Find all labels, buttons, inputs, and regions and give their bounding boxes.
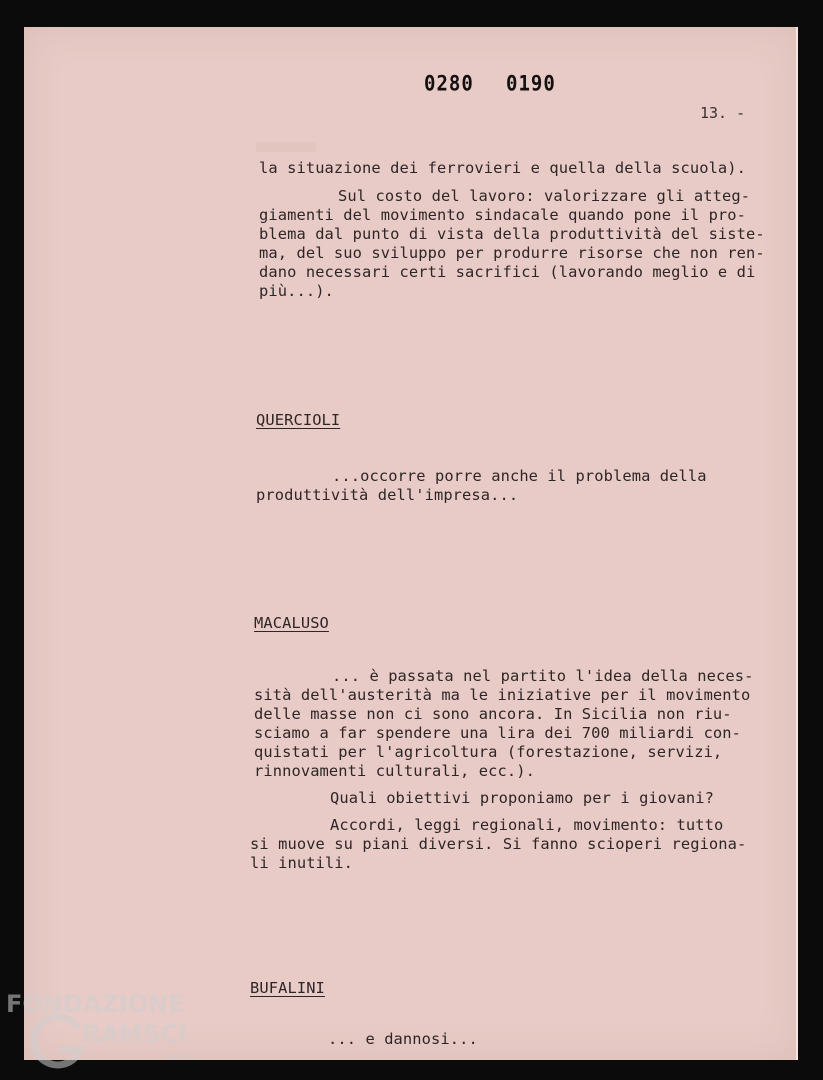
text-line: ... è passata nel partito l'idea della neces- — [332, 667, 754, 685]
text-line: sciamo a far spendere una lira dei 700 miliardi con- — [254, 724, 742, 742]
show-through-mark — [256, 142, 316, 152]
document-code-right: 0190 — [506, 71, 556, 97]
gramsci-g-logo-icon — [30, 1010, 86, 1072]
text-line: Accordi, leggi regionali, movimento: tutto — [330, 816, 724, 834]
text-line: ... e dannosi... — [328, 1030, 478, 1048]
speaker-name: BUFALINI — [250, 979, 325, 997]
text-line: ...occorre porre anche il problema della — [332, 467, 707, 485]
text-line: delle masse non ci sono ancora. In Sicilia non riu- — [254, 705, 732, 723]
document-code-left: 0280 — [424, 71, 474, 97]
page-edge — [796, 27, 798, 1060]
watermark-line2: RAMSCI — [82, 1020, 187, 1048]
text-line: quistati per l'agricoltura (forestazione, servizi, — [254, 743, 723, 761]
text-line: rinnovamenti culturali, ecc.). — [254, 762, 535, 780]
text-line: più...). — [259, 282, 334, 300]
text-line: ma, del suo sviluppo per produrre risorse che non ren- — [259, 244, 765, 262]
text-line: li inutili. — [250, 854, 354, 872]
watermark-suffix: onlus — [168, 1052, 195, 1063]
text-line: produttività dell'impresa... — [256, 486, 519, 504]
speaker-name: MACALUSO — [254, 614, 329, 632]
text-line: sità dell'austerità ma le iniziative per il movimento — [254, 686, 751, 704]
text-line: la situazione dei ferrovieri e quella della scuola). — [259, 159, 747, 177]
fondazione-gramsci-watermark — [6, 990, 206, 1075]
document-page — [24, 27, 798, 1060]
text-line: giamenti del movimento sindacale quando pone il pro- — [259, 206, 747, 224]
watermark-line1: FONDAZIONE — [6, 990, 185, 1018]
speaker-name: QUERCIOLI — [256, 411, 341, 429]
page-number: 13. - — [700, 104, 746, 122]
text-line: dano necessari certi sacrifici (lavorando meglio e di — [259, 263, 756, 281]
text-line: Sul costo del lavoro: valorizzare gli atteg- — [338, 187, 751, 205]
text-line: si muove su piani diversi. Si fanno scioperi regiona- — [250, 835, 747, 853]
text-line: Quali obiettivi proponiamo per i giovani? — [330, 789, 715, 807]
text-line: blema dal punto di vista della produttività del siste- — [259, 225, 765, 243]
